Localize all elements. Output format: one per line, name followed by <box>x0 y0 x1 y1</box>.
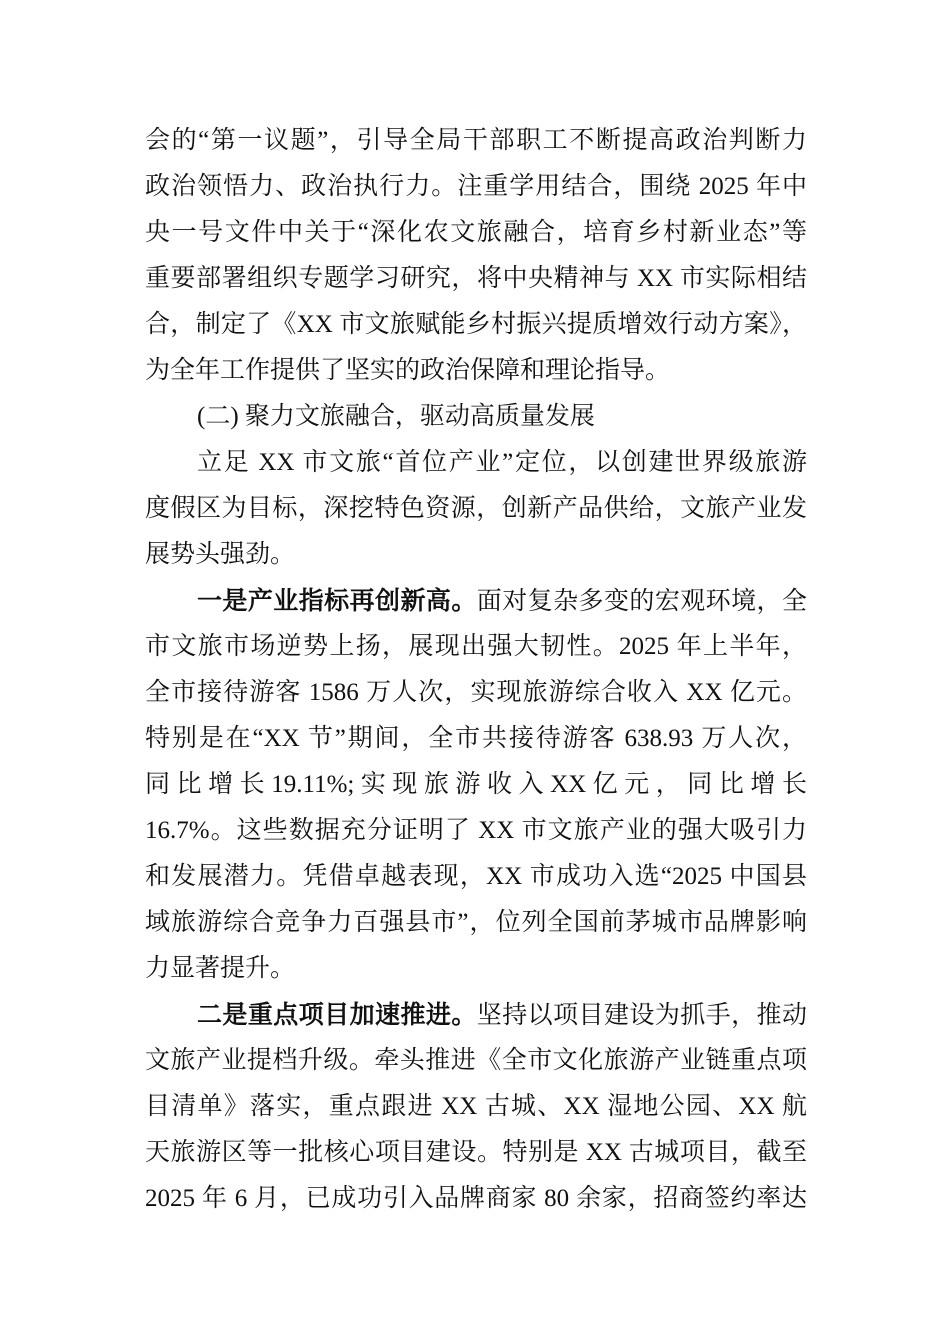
paragraph-text: 坚持以项目建设为抓手，推动 <box>476 1002 807 1029</box>
paragraph-first-line <box>197 578 807 624</box>
paragraph-line: 目清单》落实，重点跟进 XX 古城、XX 湿地公园、XX 航 <box>145 1093 807 1120</box>
paragraph-line: 为全年工作提供了坚实的政治保障和理论指导。 <box>145 357 671 384</box>
paragraph-first-line <box>197 992 807 1038</box>
paragraph-line: 和发展潜力。凭借卓越表现，XX 市成功入选“2025 中国县 <box>145 863 807 890</box>
paragraph-line: 展势头强劲。 <box>145 541 296 568</box>
paragraph-line: 央一号文件中关于“深化农文旅融合，培育乡村新业态”等 <box>145 219 807 246</box>
paragraph-line: 市文旅市场逆势上扬，展现出强大韧性。2025 年上半年， <box>145 633 807 660</box>
paragraph-line: 16.7%。这些数据充分证明了 XX 市文旅产业的强大吸引力 <box>145 817 807 844</box>
paragraph-line: 力显著提升。 <box>145 955 296 982</box>
paragraph-line: 全市接待游客 1586 万人次，实现旅游综合收入 XX 亿元。 <box>145 679 807 706</box>
paragraph-line: 会的“第一议题”，引导全局干部职工不断提高政治判断力 <box>145 127 807 154</box>
paragraph-line: 立足 XX 市文旅“首位产业”定位，以创建世界级旅游 <box>197 449 807 476</box>
paragraph-line: 天旅游区等一批核心项目建设。特别是 XX 古城项目，截至 <box>145 1139 807 1166</box>
bold-lead-text: 一是产业指标再创新高。 <box>197 586 477 615</box>
paragraph-text: 面对复杂多变的宏观环境，全 <box>476 588 807 615</box>
section-heading: (二) 聚力文旅融合，驱动高质量发展 <box>197 403 595 430</box>
paragraph-line: 同 比 增 长 19.11%; 实 现 旅 游 收 入 XX 亿 元 ， 同 比 增 长 <box>145 771 807 798</box>
paragraph-line: 文旅产业提档升级。牵头推进《全市文化旅游产业链重点项 <box>145 1047 807 1074</box>
paragraph-line: 重要部署组织专题学习研究，将中央精神与 XX 市实际相结 <box>145 265 807 292</box>
paragraph-line: 域旅游综合竞争力百强县市”，位列全国前茅城市品牌影响 <box>145 909 807 936</box>
paragraph-line: 政治领悟力、政治执行力。注重学用结合，围绕 2025 年中 <box>145 173 807 200</box>
paragraph-line: 度假区为目标，深挖特色资源，创新产品供给，文旅产业发 <box>145 495 807 522</box>
bold-lead-text: 二是重点项目加速推进。 <box>197 1000 477 1029</box>
paragraph-line: 特别是在“XX 节”期间，全市共接待游客 638.93 万人次， <box>145 725 807 752</box>
paragraph-line: 2025 年 6 月，已成功引入品牌商家 80 余家，招商签约率达 <box>145 1185 807 1212</box>
paragraph-line: 合，制定了《XX 市文旅赋能乡村振兴提质增效行动方案》， <box>145 311 807 338</box>
